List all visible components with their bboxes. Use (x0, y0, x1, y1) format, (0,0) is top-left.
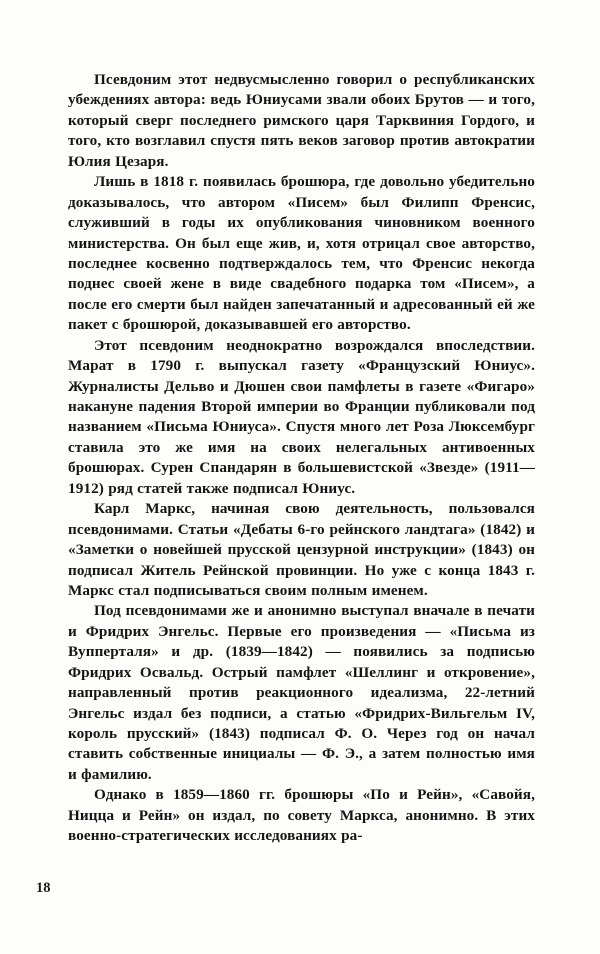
paragraph: Под псевдонимами же и анонимно выступал вначале в печати и Фридрих Энгельс. Первые его произведения — «Письма из Вупперталя» и др. (1839—1842) — появились за подписью Фридрих Освальд. Острый памфлет «Шеллинг и откровение», направленный против реакционного идеализма, 22-летний Энгельс издал без подписи, а статью «Фридрих-Вильгельм IV, король прусский» (1843) подписал Ф. О. Через год он начал ставить собственные инициалы — Ф. Э., а затем полностью имя и фамилию. (68, 602, 535, 783)
page-number: 18 (36, 880, 51, 896)
paragraph: Псевдоним этот недвусмысленно говорил о республиканских убеждениях автора: ведь Юниусами звали обоих Брутов — и того, который сверг последнего римского царя Тарквиния Гордого, и того, кто возглавил спустя пять веков заговор против автократии Юлия Цезаря. (68, 71, 535, 170)
body-text-column (68, 70, 535, 847)
paragraph: Лишь в 1818 г. появилась брошюра, где довольно убедительно доказывалось, что автором «Писем» был Филипп Френсис, служивший в годы их опубликования чиновником военного министерства. Он был еще жив, и, хотя отрицал свое авторство, последнее косвенно подтверждалось тем, что Френсис некогда поднес своей жене в виде свадебного подарка том «Писем», а после его смерти был найден запечатанный и адресованный ей же пакет с брошюрой, доказывавшей его авторство. (68, 173, 535, 334)
paragraph: Этот псевдоним неоднократно возрождался впоследствии. Марат в 1790 г. выпускал газету «Французский Юниус». Журналисты Дельво и Дюшен свои памфлеты в газете «Фигаро» накануне падения Второй империи во Франции публиковали под названием «Письма Юниуса». Спустя много лет Роза Люксембург ставила это же имя на своих нелегальных антивоенных брошюрах. Сурен Спандарян в большевистской «Звезде» (1911—1912) ряд статей также подписал Юниус. (68, 336, 535, 497)
paragraph: Однако в 1859—1860 гг. брошюры «По и Рейн», «Савойя, Ницца и Рейн» он издал, по совету Маркса, анонимно. В этих военно-стратегических исследованиях ра- (68, 786, 535, 845)
paragraph: Карл Маркс, начиная свою деятельность, пользовался псевдонимами. Статьи «Дебаты 6-го рейнского ландтага» (1842) и «Заметки о новейшей прусской цензурной инструкции» (1843) он подписал Житель Рейнской провинции. Но уже с конца 1843 г. Маркс стал подписываться своим полным именем. (68, 500, 535, 599)
